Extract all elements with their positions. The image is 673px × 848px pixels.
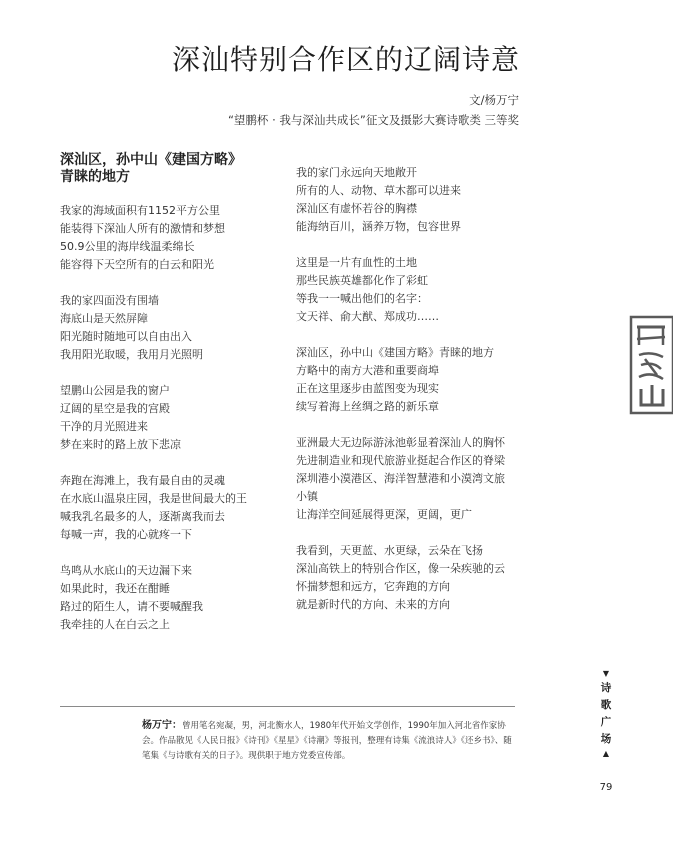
section-char: 广 [600,716,612,728]
poem-line: 那些民族英雄都化作了彩虹 [296,274,428,287]
poem-column-left [60,148,280,652]
poem-line: 我看到，天更蓝、水更绿，云朵在飞扬 [296,544,483,557]
poem-line: 就是新时代的方向、未来的方向 [296,598,450,611]
poem-line: 阳光随时随地可以自由出入 [60,330,192,343]
poem-line: 我的家四面没有围墙 [60,294,159,307]
poem-line: 深圳港小漠港区、海洋智慧港和小漠湾文旅 [296,472,505,485]
stanza [296,434,528,524]
award-line: “望鹏杯 · 我与深汕共成长”征文及摄影大赛诗歌类 三等奖 [227,113,519,127]
stanza [60,382,280,454]
author-bio [142,718,520,764]
arrow-down-icon: ▼ [602,669,610,678]
bio-author-name: 杨万宁： [142,720,182,731]
stanza [60,562,280,634]
poem-line: 梦在来时的路上放下悲凉 [60,438,181,451]
poem-line: 亚洲最大无边际游泳池彰显着深汕人的胸怀 [296,436,505,449]
poem-line: 我牵挂的人在白云之上 [60,618,170,631]
stanza [296,164,528,236]
poem-line: 鸟鸣从水底山的天边漏下来 [60,564,192,577]
poem-line: 怀揣梦想和远方，它奔跑的方向 [296,580,450,593]
poem-line: 深汕高铁上的特别合作区，像一朵疾驰的云 [296,562,505,575]
poem-subtitle-line: 青睐的地方 [60,169,130,185]
poem-line: 文天祥、俞大猷、郑成功…… [296,310,439,323]
stanza [60,472,280,544]
poem-line: 奔跑在海滩上，我有最自由的灵魂 [60,474,225,487]
poem-line: 望鹏山公园是我的窗户 [60,384,170,397]
poem-subtitle-line: 深汕区，孙中山《建国方略》 [60,152,242,168]
poem-line: 续写着海上丝绸之路的新乐章 [296,400,439,413]
poem-column-right [296,164,528,632]
poem-line: 这里是一片有血性的土地 [296,256,417,269]
stanza [296,344,528,416]
poem-line: 正在这里逐步由蓝图变为现实 [296,382,439,395]
poem-line: 先进制造业和现代旅游业挺起合作区的脊梁 [296,454,505,467]
stanza [296,254,528,326]
poem-line: 在水底山温泉庄园，我是世间最大的王 [60,492,247,505]
poem-line: 海底山是天然屏障 [60,312,148,325]
poem-line: 干净的月光照进来 [60,420,148,433]
poem-line: 辽阔的星空是我的宫殿 [60,402,170,415]
poem-line: 喊我乳名最多的人，逐渐离我而去 [60,510,225,523]
stanza [60,202,280,274]
author-byline: 文/杨万宁 [469,93,519,107]
section-char: 场 [600,733,612,745]
poem-line: 我用阳光取暖，我用月光照明 [60,348,203,361]
poem-line: 我家的海域面积有1152平方公里 [60,204,220,217]
poem-line: 50.9公里的海岸线温柔绵长 [60,240,195,253]
poem-line: 深汕区有虚怀若谷的胸襟 [296,202,417,215]
poem-line: 让海洋空间延展得更深，更阔，更广 [296,508,472,521]
seal-stamp-icon [627,315,673,415]
poem-line: 能容得下天空所有的白云和阳光 [60,258,214,271]
stanza [60,292,280,364]
poem-line: 能装得下深汕人所有的激情和梦想 [60,222,225,235]
section-char: 诗 [600,682,612,694]
section-label [595,668,617,760]
stanza [296,542,528,614]
poem-line: 所有的人、动物、草木都可以进来 [296,184,461,197]
bio-text: 曾用笔名宛凝，男，河北衡水人，1980年代开始文学创作，1990年加入河北省作家协会。作品散见《人民日报》《诗刊》《星星》《诗潮》等报刊，整理有诗集《流浪诗人》《还乡书》、随笔集《与诗歌有关的日子》。现供职于地方党委宣传部。 [142,721,512,761]
section-char: 歌 [600,699,612,711]
poem-line: 每喊一声，我的心就疼一下 [60,528,192,541]
poem-line: 我的家门永远向天地敞开 [296,166,417,179]
arrow-up-icon: ▲ [602,749,610,758]
poem-line: 如果此时，我还在酣睡 [60,582,170,595]
poem-line: 等我一一喊出他们的名字： [296,292,428,305]
poem-line: 能海纳百川，涵养万物，包容世界 [296,220,461,233]
poem-line: 方略中的南方大港和重要商埠 [296,364,439,377]
poem-line: 路过的陌生人，请不要喊醒我 [60,600,203,613]
article-title: 深汕特别合作区的辽阔诗意 [171,43,520,76]
page-number: 79 [599,782,613,793]
footer-divider [60,706,515,707]
poem-line: 深汕区，孙中山《建国方略》青睐的地方 [296,346,494,359]
poem-subtitle [60,152,280,186]
poem-line: 小镇 [296,490,318,503]
